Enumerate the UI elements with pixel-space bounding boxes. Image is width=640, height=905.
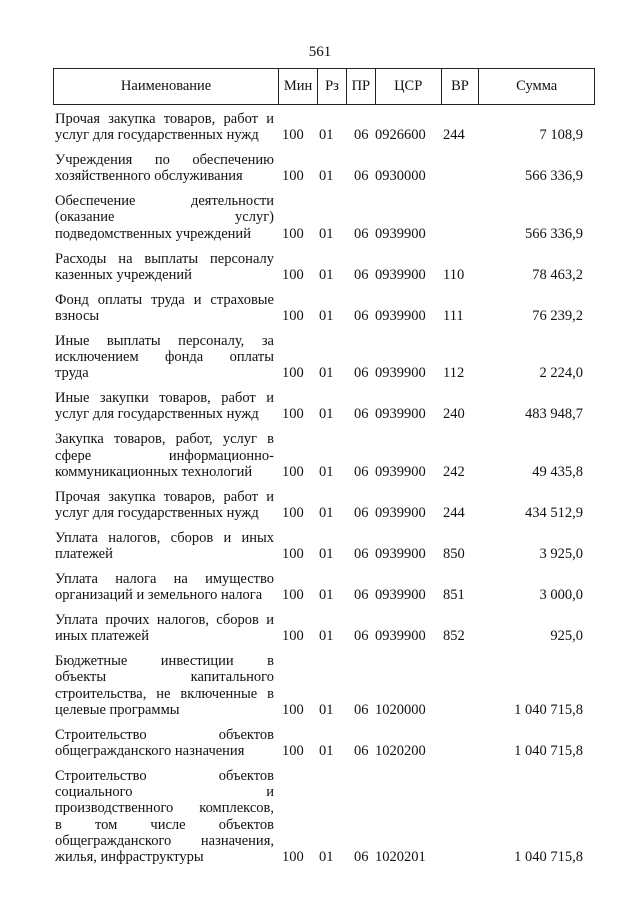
- row-vr: 110: [443, 266, 465, 283]
- row-min: 100: [282, 546, 304, 563]
- row-min: 100: [282, 743, 304, 759]
- header-min: Мин: [278, 69, 317, 104]
- row-min: 100: [282, 307, 304, 324]
- row-name-line: Бюджетные инвестиции в: [55, 653, 274, 670]
- row-name-line: в том числе объектов: [55, 816, 274, 833]
- row-rz: 01: [319, 225, 334, 242]
- row-rz: 01: [319, 168, 334, 185]
- table-header: [53, 68, 595, 105]
- row-name-line: Прочая закупка товаров, работ и: [55, 488, 274, 505]
- row-name: [53, 653, 278, 718]
- row-pr: 06: [354, 307, 369, 324]
- row-name: [53, 292, 278, 325]
- row-sum: 3 000,0: [539, 587, 583, 604]
- row-name-line: услуг для государственных нужд: [55, 127, 259, 144]
- table-row: [53, 111, 595, 144]
- row-name: [53, 431, 278, 480]
- row-csr: 0939900: [375, 504, 426, 521]
- row-min: 100: [282, 168, 304, 185]
- row-name-line: производственного комплексов,: [55, 800, 274, 817]
- table-row: [53, 251, 595, 284]
- row-csr: 0939900: [375, 587, 426, 604]
- table-row: [53, 390, 595, 423]
- page-number: 561: [308, 44, 332, 60]
- row-min: 100: [282, 266, 304, 283]
- row-vr: 111: [443, 307, 464, 324]
- row-sum: 483 948,7: [525, 406, 583, 423]
- row-min: 100: [282, 849, 304, 866]
- row-rz: 01: [319, 463, 334, 480]
- row-rz: 01: [319, 365, 334, 382]
- row-csr: 1020200: [375, 743, 426, 759]
- row-min: 100: [282, 463, 304, 480]
- table-row: [53, 333, 595, 382]
- row-csr: 0939900: [375, 266, 426, 283]
- row-csr: 0939900: [375, 365, 426, 382]
- row-name-line: (оказание услуг): [55, 209, 274, 226]
- row-name-line: Строительство объектов: [55, 767, 274, 784]
- row-sum: 7 108,9: [539, 127, 583, 144]
- row-min: 100: [282, 127, 304, 144]
- row-name-line: Уплата налога на имущество: [55, 570, 274, 587]
- row-name-line: общегражданского назначения: [55, 743, 245, 759]
- row-name: [53, 489, 278, 522]
- row-name-line: иных платежей: [55, 628, 149, 645]
- row-sum: 566 336,9: [525, 225, 583, 242]
- row-csr: 0939900: [375, 225, 426, 242]
- row-name-line: услуг для государственных нужд: [55, 504, 259, 521]
- row-csr: 0930000: [375, 168, 426, 185]
- row-name-line: услуг для государственных нужд: [55, 406, 259, 423]
- row-name-line: взносы: [55, 307, 100, 324]
- row-min: 100: [282, 504, 304, 521]
- row-pr: 06: [354, 463, 369, 480]
- row-name-line: исключением фонда оплаты: [55, 349, 274, 366]
- row-vr: 852: [443, 628, 465, 645]
- row-name-line: платежей: [55, 546, 113, 563]
- row-pr: 06: [354, 127, 369, 144]
- header-sum: Сумма: [478, 69, 594, 104]
- row-sum: 78 463,2: [532, 266, 583, 283]
- table-row: [53, 612, 595, 645]
- row-min: 100: [282, 701, 304, 718]
- row-csr: 0939900: [375, 628, 426, 645]
- row-rz: 01: [319, 266, 334, 283]
- table-row: [53, 768, 595, 866]
- row-name-line: хозяйственного обслуживания: [55, 168, 243, 185]
- row-name-line: Иные выплаты персоналу, за: [55, 332, 274, 349]
- row-name: [53, 152, 278, 185]
- row-csr: 0926600: [375, 127, 426, 144]
- row-pr: 06: [354, 628, 369, 645]
- header-rz: Рз: [317, 69, 346, 104]
- row-sum: 925,0: [550, 628, 583, 645]
- row-name-line: Иные закупки товаров, работ и: [55, 390, 274, 407]
- row-pr: 06: [354, 225, 369, 242]
- header-vr: ВР: [441, 69, 479, 104]
- row-name: [53, 768, 278, 866]
- row-name-line: объекты капитального: [55, 669, 274, 686]
- row-pr: 06: [354, 168, 369, 185]
- row-name-line: Расходы на выплаты персоналу: [55, 250, 274, 267]
- row-name: [53, 251, 278, 284]
- row-vr: 850: [443, 546, 465, 563]
- row-name-line: социального и: [55, 784, 274, 801]
- row-rz: 01: [319, 546, 334, 563]
- row-name: [53, 111, 278, 144]
- row-pr: 06: [354, 266, 369, 283]
- row-name: [53, 193, 278, 242]
- row-pr: 06: [354, 743, 369, 759]
- row-rz: 01: [319, 701, 334, 718]
- row-name-line: организаций и земельного налога: [55, 587, 263, 604]
- table-row: [53, 292, 595, 325]
- table-row: [53, 152, 595, 185]
- row-name-line: казенных учреждений: [55, 266, 192, 283]
- row-csr: 1020201: [375, 849, 426, 866]
- row-name-line: жилья, инфраструктуры: [55, 849, 204, 866]
- row-vr: 244: [443, 504, 465, 521]
- row-min: 100: [282, 225, 304, 242]
- table-row: [53, 431, 595, 480]
- row-name: [53, 571, 278, 604]
- row-sum: 2 224,0: [539, 365, 583, 382]
- row-csr: 1020000: [375, 701, 426, 718]
- row-pr: 06: [354, 701, 369, 718]
- row-name-line: Уплата прочих налогов, сборов и: [55, 611, 274, 628]
- row-name: [53, 333, 278, 382]
- row-vr: 851: [443, 587, 465, 604]
- row-name: [53, 530, 278, 563]
- row-name-line: строительства, не включенные в: [55, 685, 274, 702]
- row-rz: 01: [319, 307, 334, 324]
- row-name: [53, 612, 278, 645]
- row-name-line: коммуникационных технологий: [55, 463, 253, 480]
- row-sum: 434 512,9: [525, 504, 583, 521]
- row-name-line: труда: [55, 365, 89, 382]
- row-csr: 0939900: [375, 406, 426, 423]
- row-vr: 244: [443, 127, 465, 144]
- table-row: [53, 727, 595, 760]
- row-sum: 1 040 715,8: [514, 701, 583, 718]
- row-sum: 76 239,2: [532, 307, 583, 324]
- row-name: [53, 390, 278, 423]
- table-row: [53, 489, 595, 522]
- row-name-line: Обеспечение деятельности: [55, 193, 274, 210]
- row-sum: 566 336,9: [525, 168, 583, 185]
- row-pr: 06: [354, 587, 369, 604]
- header-pr: ПР: [346, 69, 375, 104]
- row-name-line: Уплата налогов, сборов и иных: [55, 529, 274, 546]
- row-name-line: Прочая закупка товаров, работ и: [55, 111, 274, 127]
- row-name-line: Фонд оплаты труда и страховые: [55, 291, 274, 308]
- table-body: [53, 111, 595, 866]
- table-row: [53, 193, 595, 242]
- row-csr: 0939900: [375, 307, 426, 324]
- row-name-line: сфере информационно-: [55, 447, 274, 464]
- row-rz: 01: [319, 406, 334, 423]
- row-vr: 240: [443, 406, 465, 423]
- row-name-line: подведомственных учреждений: [55, 225, 251, 242]
- row-rz: 01: [319, 743, 334, 759]
- table-row: [53, 571, 595, 604]
- row-sum: 1 040 715,8: [514, 849, 583, 866]
- table-row: [53, 653, 595, 718]
- row-csr: 0939900: [375, 463, 426, 480]
- row-pr: 06: [354, 406, 369, 423]
- row-sum: 3 925,0: [539, 546, 583, 563]
- row-pr: 06: [354, 504, 369, 521]
- row-name-line: общегражданского назначения,: [55, 832, 274, 849]
- row-pr: 06: [354, 365, 369, 382]
- row-name-line: Закупка товаров, работ, услуг в: [55, 431, 274, 448]
- row-name-line: Учреждения по обеспечению: [55, 152, 274, 169]
- row-vr: 242: [443, 463, 465, 480]
- row-rz: 01: [319, 587, 334, 604]
- row-pr: 06: [354, 546, 369, 563]
- row-min: 100: [282, 587, 304, 604]
- row-rz: 01: [319, 628, 334, 645]
- row-min: 100: [282, 628, 304, 645]
- header-csr: ЦСР: [375, 69, 441, 104]
- row-name-line: Строительство объектов: [55, 726, 274, 743]
- row-rz: 01: [319, 504, 334, 521]
- row-name: [53, 727, 278, 760]
- row-min: 100: [282, 365, 304, 382]
- row-sum: 1 040 715,8: [514, 743, 583, 759]
- row-pr: 06: [354, 849, 369, 866]
- row-rz: 01: [319, 849, 334, 866]
- row-sum: 49 435,8: [532, 463, 583, 480]
- budget-table: [53, 68, 595, 874]
- row-name-line: целевые программы: [55, 701, 180, 718]
- header-name: Наименование: [120, 78, 212, 95]
- table-row: [53, 530, 595, 563]
- row-rz: 01: [319, 127, 334, 144]
- row-min: 100: [282, 406, 304, 423]
- row-vr: 112: [443, 365, 465, 382]
- row-csr: 0939900: [375, 546, 426, 563]
